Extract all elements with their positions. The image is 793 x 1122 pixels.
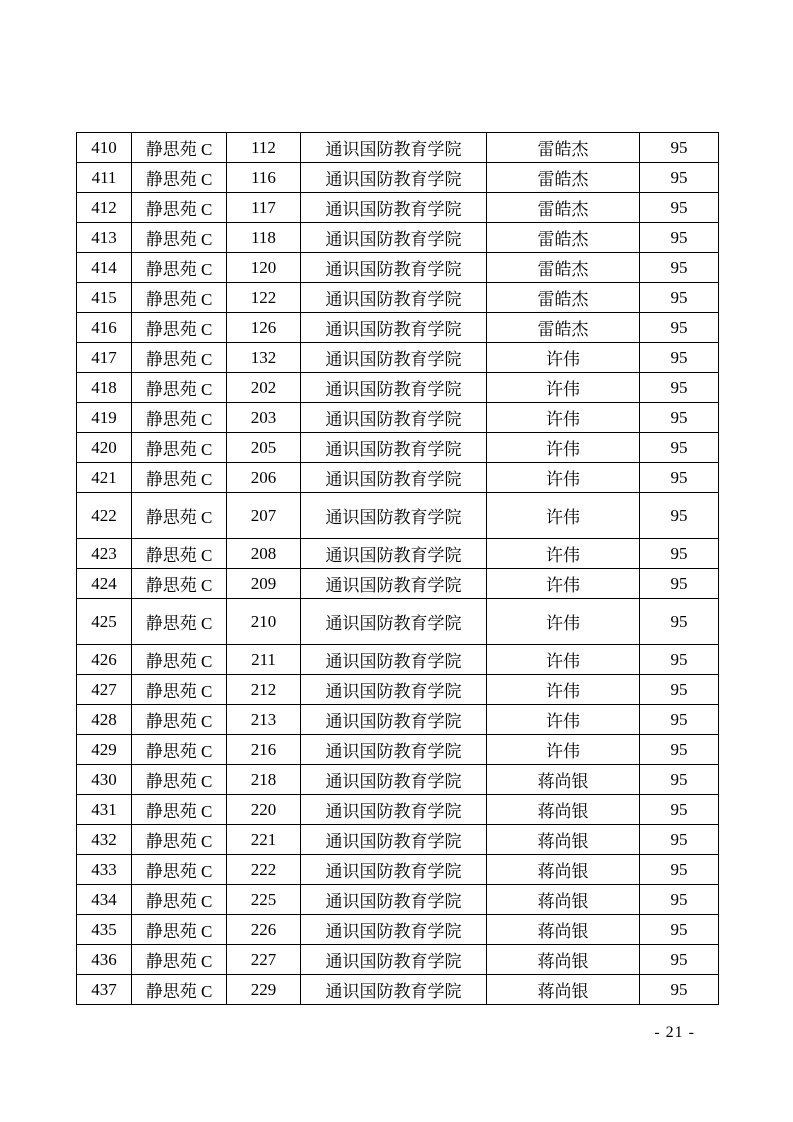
cell-room: 211 <box>227 645 301 675</box>
cell-person: 雷皓杰 <box>487 283 640 313</box>
cell-number: 416 <box>77 313 132 343</box>
cell-room: 126 <box>227 313 301 343</box>
table-row <box>77 163 719 193</box>
cell-college: 通识国防教育学院 <box>301 283 487 313</box>
cell-college: 通识国防教育学院 <box>301 735 487 765</box>
table-row <box>77 569 719 599</box>
table-row <box>77 915 719 945</box>
cell-college: 通识国防教育学院 <box>301 223 487 253</box>
cell-college: 通识国防教育学院 <box>301 163 487 193</box>
cell-building: 静思苑 C <box>132 675 227 705</box>
cell-score: 95 <box>640 675 719 705</box>
cell-building: 静思苑 C <box>132 645 227 675</box>
cell-building: 静思苑 C <box>132 975 227 1005</box>
cell-building: 静思苑 C <box>132 705 227 735</box>
cell-number: 423 <box>77 539 132 569</box>
table-body <box>77 133 719 1005</box>
cell-score: 95 <box>640 403 719 433</box>
cell-building: 静思苑 C <box>132 163 227 193</box>
table-row <box>77 253 719 283</box>
cell-room: 218 <box>227 765 301 795</box>
cell-room: 212 <box>227 675 301 705</box>
cell-score: 95 <box>640 313 719 343</box>
table-row <box>77 825 719 855</box>
cell-person: 许伟 <box>487 645 640 675</box>
cell-number: 430 <box>77 765 132 795</box>
cell-score: 95 <box>640 343 719 373</box>
cell-college: 通识国防教育学院 <box>301 915 487 945</box>
cell-college: 通识国防教育学院 <box>301 945 487 975</box>
table-row <box>77 705 719 735</box>
cell-college: 通识国防教育学院 <box>301 133 487 163</box>
cell-college: 通识国防教育学院 <box>301 975 487 1005</box>
cell-score: 95 <box>640 765 719 795</box>
cell-college: 通识国防教育学院 <box>301 855 487 885</box>
page-number: - 21 - <box>654 1024 695 1041</box>
cell-building: 静思苑 C <box>132 433 227 463</box>
cell-person: 雷皓杰 <box>487 193 640 223</box>
cell-building: 静思苑 C <box>132 825 227 855</box>
cell-score: 95 <box>640 945 719 975</box>
cell-room: 117 <box>227 193 301 223</box>
cell-building: 静思苑 C <box>132 253 227 283</box>
cell-score: 95 <box>640 825 719 855</box>
cell-score: 95 <box>640 975 719 1005</box>
cell-number: 418 <box>77 373 132 403</box>
cell-building: 静思苑 C <box>132 855 227 885</box>
cell-number: 431 <box>77 795 132 825</box>
cell-score: 95 <box>640 373 719 403</box>
table-row <box>77 433 719 463</box>
cell-college: 通识国防教育学院 <box>301 599 487 645</box>
table-row <box>77 645 719 675</box>
table-row <box>77 373 719 403</box>
cell-score: 95 <box>640 885 719 915</box>
cell-college: 通识国防教育学院 <box>301 645 487 675</box>
cell-college: 通识国防教育学院 <box>301 795 487 825</box>
cell-building: 静思苑 C <box>132 223 227 253</box>
cell-building: 静思苑 C <box>132 283 227 313</box>
cell-number: 417 <box>77 343 132 373</box>
cell-college: 通识国防教育学院 <box>301 539 487 569</box>
cell-room: 208 <box>227 539 301 569</box>
cell-score: 95 <box>640 855 719 885</box>
cell-number: 435 <box>77 915 132 945</box>
table-row <box>77 945 719 975</box>
cell-college: 通识国防教育学院 <box>301 313 487 343</box>
cell-college: 通识国防教育学院 <box>301 253 487 283</box>
cell-person: 蒋尚银 <box>487 945 640 975</box>
table-row <box>77 885 719 915</box>
cell-number: 424 <box>77 569 132 599</box>
cell-number: 411 <box>77 163 132 193</box>
cell-person: 蒋尚银 <box>487 855 640 885</box>
cell-person: 许伟 <box>487 463 640 493</box>
table-row <box>77 343 719 373</box>
cell-number: 421 <box>77 463 132 493</box>
cell-number: 422 <box>77 493 132 539</box>
cell-college: 通识国防教育学院 <box>301 193 487 223</box>
cell-person: 许伟 <box>487 735 640 765</box>
table-row <box>77 493 719 539</box>
cell-building: 静思苑 C <box>132 343 227 373</box>
cell-person: 蒋尚银 <box>487 825 640 855</box>
cell-room: 226 <box>227 915 301 945</box>
cell-college: 通识国防教育学院 <box>301 433 487 463</box>
cell-number: 412 <box>77 193 132 223</box>
cell-number: 425 <box>77 599 132 645</box>
cell-score: 95 <box>640 915 719 945</box>
cell-room: 229 <box>227 975 301 1005</box>
cell-score: 95 <box>640 163 719 193</box>
cell-building: 静思苑 C <box>132 493 227 539</box>
cell-person: 雷皓杰 <box>487 163 640 193</box>
cell-room: 205 <box>227 433 301 463</box>
cell-score: 95 <box>640 223 719 253</box>
cell-score: 95 <box>640 645 719 675</box>
cell-person: 许伟 <box>487 569 640 599</box>
dormitory-score-table <box>76 132 719 1005</box>
cell-building: 静思苑 C <box>132 403 227 433</box>
cell-room: 120 <box>227 253 301 283</box>
cell-number: 414 <box>77 253 132 283</box>
cell-person: 雷皓杰 <box>487 253 640 283</box>
cell-building: 静思苑 C <box>132 599 227 645</box>
cell-score: 95 <box>640 463 719 493</box>
table-row <box>77 283 719 313</box>
cell-score: 95 <box>640 795 719 825</box>
cell-room: 221 <box>227 825 301 855</box>
cell-score: 95 <box>640 283 719 313</box>
cell-room: 118 <box>227 223 301 253</box>
cell-room: 225 <box>227 885 301 915</box>
cell-person: 蒋尚银 <box>487 915 640 945</box>
table-row <box>77 855 719 885</box>
cell-building: 静思苑 C <box>132 193 227 223</box>
table-row <box>77 765 719 795</box>
cell-number: 420 <box>77 433 132 463</box>
cell-score: 95 <box>640 705 719 735</box>
cell-room: 220 <box>227 795 301 825</box>
table-row <box>77 975 719 1005</box>
cell-person: 许伟 <box>487 373 640 403</box>
cell-person: 许伟 <box>487 599 640 645</box>
cell-building: 静思苑 C <box>132 885 227 915</box>
cell-person: 许伟 <box>487 539 640 569</box>
cell-building: 静思苑 C <box>132 313 227 343</box>
cell-building: 静思苑 C <box>132 569 227 599</box>
cell-person: 许伟 <box>487 705 640 735</box>
cell-building: 静思苑 C <box>132 795 227 825</box>
cell-building: 静思苑 C <box>132 133 227 163</box>
cell-score: 95 <box>640 569 719 599</box>
table-row <box>77 539 719 569</box>
cell-number: 429 <box>77 735 132 765</box>
cell-number: 433 <box>77 855 132 885</box>
cell-room: 227 <box>227 945 301 975</box>
cell-person: 许伟 <box>487 343 640 373</box>
cell-college: 通识国防教育学院 <box>301 493 487 539</box>
cell-college: 通识国防教育学院 <box>301 825 487 855</box>
cell-number: 434 <box>77 885 132 915</box>
cell-number: 436 <box>77 945 132 975</box>
cell-score: 95 <box>640 493 719 539</box>
cell-college: 通识国防教育学院 <box>301 343 487 373</box>
cell-college: 通识国防教育学院 <box>301 569 487 599</box>
cell-number: 419 <box>77 403 132 433</box>
cell-college: 通识国防教育学院 <box>301 463 487 493</box>
cell-person: 许伟 <box>487 403 640 433</box>
cell-number: 427 <box>77 675 132 705</box>
cell-number: 437 <box>77 975 132 1005</box>
cell-room: 202 <box>227 373 301 403</box>
cell-room: 116 <box>227 163 301 193</box>
cell-person: 蒋尚银 <box>487 765 640 795</box>
cell-score: 95 <box>640 539 719 569</box>
table-row <box>77 313 719 343</box>
cell-score: 95 <box>640 253 719 283</box>
cell-building: 静思苑 C <box>132 373 227 403</box>
table-row <box>77 193 719 223</box>
table-row <box>77 403 719 433</box>
cell-number: 410 <box>77 133 132 163</box>
table-row <box>77 223 719 253</box>
cell-college: 通识国防教育学院 <box>301 675 487 705</box>
cell-room: 112 <box>227 133 301 163</box>
cell-number: 415 <box>77 283 132 313</box>
cell-person: 许伟 <box>487 433 640 463</box>
cell-person: 雷皓杰 <box>487 313 640 343</box>
cell-person: 雷皓杰 <box>487 223 640 253</box>
cell-person: 雷皓杰 <box>487 133 640 163</box>
table-row <box>77 463 719 493</box>
table-row <box>77 795 719 825</box>
table-row <box>77 599 719 645</box>
cell-room: 203 <box>227 403 301 433</box>
cell-number: 413 <box>77 223 132 253</box>
cell-building: 静思苑 C <box>132 945 227 975</box>
cell-college: 通识国防教育学院 <box>301 885 487 915</box>
table-row <box>77 735 719 765</box>
table-row <box>77 133 719 163</box>
cell-college: 通识国防教育学院 <box>301 705 487 735</box>
cell-room: 210 <box>227 599 301 645</box>
cell-score: 95 <box>640 193 719 223</box>
cell-number: 426 <box>77 645 132 675</box>
cell-building: 静思苑 C <box>132 539 227 569</box>
cell-room: 216 <box>227 735 301 765</box>
cell-number: 428 <box>77 705 132 735</box>
cell-person: 许伟 <box>487 493 640 539</box>
cell-person: 蒋尚银 <box>487 975 640 1005</box>
cell-room: 122 <box>227 283 301 313</box>
cell-college: 通识国防教育学院 <box>301 373 487 403</box>
cell-room: 206 <box>227 463 301 493</box>
cell-building: 静思苑 C <box>132 463 227 493</box>
table-row <box>77 675 719 705</box>
cell-building: 静思苑 C <box>132 915 227 945</box>
cell-room: 222 <box>227 855 301 885</box>
cell-person: 蒋尚银 <box>487 885 640 915</box>
cell-person: 许伟 <box>487 675 640 705</box>
cell-score: 95 <box>640 133 719 163</box>
cell-building: 静思苑 C <box>132 735 227 765</box>
cell-building: 静思苑 C <box>132 765 227 795</box>
cell-college: 通识国防教育学院 <box>301 403 487 433</box>
cell-room: 207 <box>227 493 301 539</box>
cell-score: 95 <box>640 433 719 463</box>
cell-number: 432 <box>77 825 132 855</box>
cell-room: 132 <box>227 343 301 373</box>
cell-score: 95 <box>640 735 719 765</box>
cell-room: 209 <box>227 569 301 599</box>
cell-room: 213 <box>227 705 301 735</box>
cell-person: 蒋尚银 <box>487 795 640 825</box>
cell-college: 通识国防教育学院 <box>301 765 487 795</box>
cell-score: 95 <box>640 599 719 645</box>
